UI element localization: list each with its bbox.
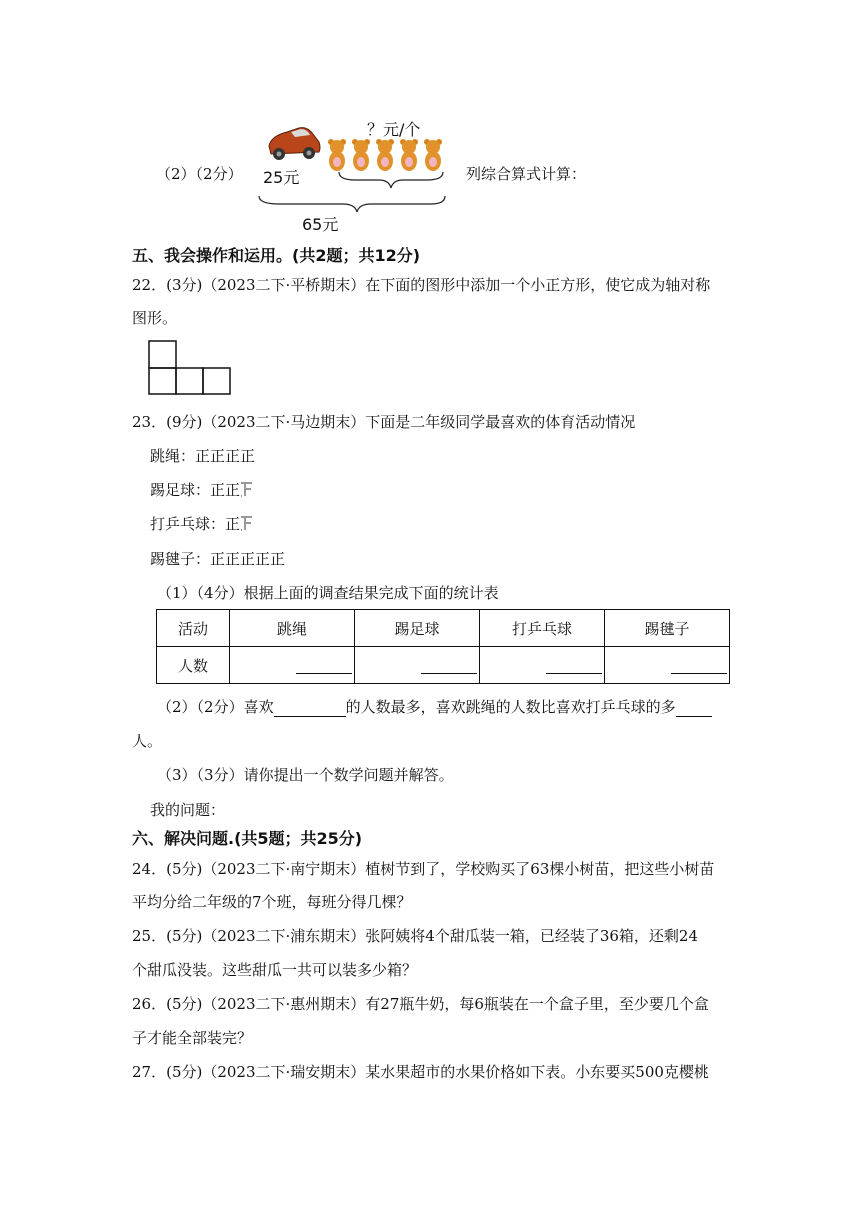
- bears-brace: [339, 172, 443, 188]
- q23-part3: （3）（3分）请你提出一个数学问题并解答。: [157, 766, 454, 784]
- q22-line1: 22．(3分)（2023二下·平桥期末）在下面的图形中添加一个小正方形，使它成为轴对称: [132, 276, 711, 294]
- partial-tally-icon: [240, 481, 254, 497]
- q23-part1: （1）（4分）根据上面的调查结果完成下面的统计表: [157, 584, 499, 602]
- my-question-label: 我的问题：: [150, 801, 226, 819]
- table-header-cell: 踢毽子: [605, 610, 730, 647]
- tally-row: [150, 513, 254, 534]
- tally-label: 跳绳：: [150, 447, 196, 465]
- price-per-bear-label: ？元/个: [367, 120, 421, 139]
- q22-line2: 图形。: [132, 309, 178, 327]
- table-header-row: [157, 610, 730, 647]
- table-row-label: 人数: [157, 647, 230, 684]
- q24-line1: 24．(5分)（2023二下·南宁期末）植树节到了，学校购买了63棵小树苗，把这些小树苗: [132, 860, 715, 878]
- tally-marks: 正正正正: [195, 447, 256, 465]
- tally-label: 打乒乓球：: [150, 515, 226, 533]
- toy-car-icon: [269, 128, 320, 160]
- section6-heading: 六、解决问题.(共5题；共25分): [132, 829, 363, 848]
- q25-line1: 25．(5分)（2023二下·浦东期末）张阿姨将4个甜瓜装一箱，已经装了36箱，还剩24: [132, 927, 698, 945]
- total-price-label: 65元: [302, 215, 339, 234]
- q25-line2: 个甜瓜没装。这些甜瓜一共可以装多少箱？: [132, 961, 418, 979]
- tally-row: [150, 479, 254, 500]
- q23-part2-text: （2）（2分）喜欢: [157, 698, 274, 716]
- table-header-cell: 打乒乓球: [480, 610, 605, 647]
- table-row: [157, 647, 730, 684]
- answer-blank[interactable]: [274, 698, 346, 717]
- q23-part2: [157, 696, 712, 717]
- teddy-bear-icons: [328, 139, 442, 171]
- answer-blank[interactable]: [676, 698, 712, 717]
- q21-part2-label: （2）（2分）: [156, 165, 243, 183]
- q23-intro: 23．(9分)（2023二下·马边期末）下面是二年级同学最喜欢的体育活动情况: [132, 413, 636, 431]
- q26-line1: 26．(5分)（2023二下·惠州期末）有27瓶牛奶，每6瓶装在一个盒子里，至少要几个盒: [132, 995, 709, 1013]
- section5-heading: 五、我会操作和运用。(共2题；共12分): [132, 246, 421, 265]
- q23-part2-end: 人。: [132, 732, 163, 750]
- answer-blank[interactable]: [605, 647, 730, 684]
- answer-blank[interactable]: [230, 647, 355, 684]
- car-price-label: 25元: [263, 168, 300, 187]
- table-header-cell: 跳绳: [230, 610, 355, 647]
- tally-marks: 正正正正正: [210, 550, 286, 568]
- q27-line1: 27．(5分)（2023二下·瑞安期末）某水果超市的水果价格如下表。小东要买500克樱桃: [132, 1063, 709, 1081]
- tally-label: 踢毽子：: [150, 550, 211, 568]
- tally-marks: 正: [225, 515, 241, 533]
- statistics-table: [156, 609, 730, 684]
- square-grid-figure: [148, 340, 232, 396]
- q26-line2: 子才能全部装完？: [132, 1029, 253, 1047]
- table-header-cell: 踢足球: [355, 610, 480, 647]
- q24-line2: 平均分给二年级的7个班，每班分得几棵？: [132, 893, 412, 911]
- tally-marks: 正正: [210, 481, 241, 499]
- total-brace: [259, 196, 445, 212]
- answer-blank[interactable]: [480, 647, 605, 684]
- q23-part2-text: 的人数最多，喜欢跳绳的人数比喜欢打乒乓球的多: [345, 698, 676, 716]
- tally-row: [150, 445, 255, 466]
- answer-blank[interactable]: [355, 647, 480, 684]
- table-header-cell: 活动: [157, 610, 230, 647]
- partial-tally-icon: [240, 515, 254, 531]
- q21-instruction: 列综合算式计算：: [466, 165, 587, 183]
- tally-label: 踢足球：: [150, 481, 211, 499]
- tally-row: [150, 548, 285, 569]
